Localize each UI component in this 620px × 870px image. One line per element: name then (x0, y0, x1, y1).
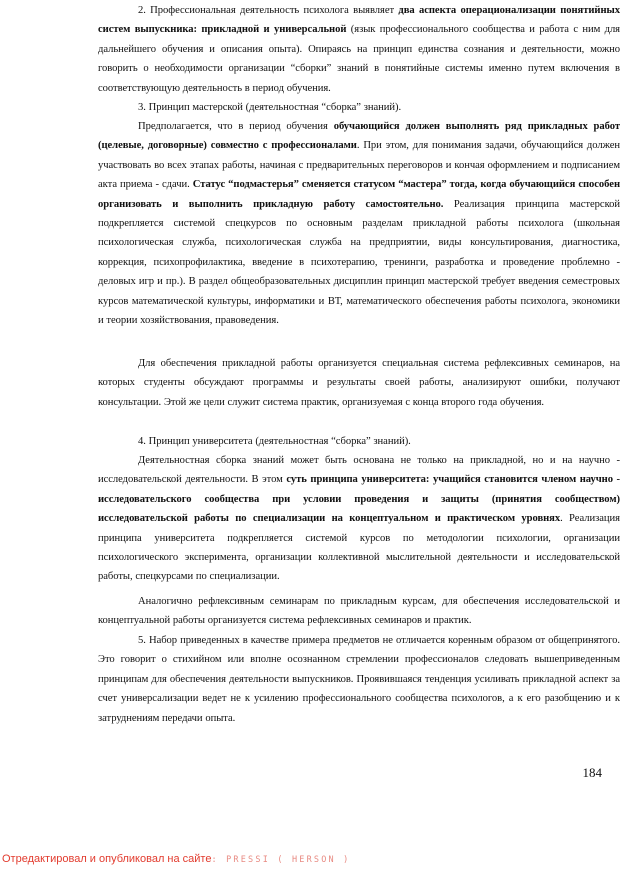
text-run: Предполагается, что в период обучения (138, 121, 334, 132)
paragraph-university-principle (98, 451, 620, 587)
paragraph-research-seminars (98, 592, 620, 631)
footer-credit-text: Отредактировал и опубликовал на сайте (2, 853, 212, 865)
text-run: 4. Принцип университета (деятельностная “сборка” знаний). (138, 436, 411, 447)
paragraph-workshop-principle (98, 117, 620, 330)
footer-site-link[interactable]: : PRESSI ( HERSON ) (211, 855, 351, 865)
paragraph-university-principle-heading (98, 432, 411, 451)
paragraph-operationalization (98, 1, 620, 98)
text-run: Аналогично рефлексивным семинарам по прикладным курсам, для обеспечения исследовательской и концептуальной работы организуется система рефлексивных семинаров и практик. (98, 596, 620, 627)
paragraph-conclusion (98, 631, 620, 728)
text-run: . Реализация принципа университета подкрепляется системой курсов по методологии психологии, организации психологического эксперимента, организации коллективной мыслительной деятельности и исследовательской работы, спецкурсами по специализации. (98, 513, 620, 583)
text-run: . При этом, для понимания задачи, обучающийся должен участвовать во всех этапах работы, начиная с предварительных переговоров и кончая оформлением и подписанием акта приема - сдачи. (98, 140, 620, 191)
emphasis-run: Статус “подмастерья” сменяется статусом “мастера” тогда, когда обучающийся способен организовать и выполнить прикладную работу самостоятельно. (98, 179, 620, 210)
text-run: 2. Профессиональная деятельность психолога выявляет (138, 5, 399, 16)
page-number: 184 (582, 765, 602, 780)
text-run: 5. Набор приведенных в качестве примера предметов не отличается коренным образом от общепринятого. Это говорит о стихийном или вполне осознанном стремлении профессионалов следовать вышеприведенным принципам для обеспечения деятельности выпускников. Проявившаяся тенденция усиливать прикладной аспект за счет универсализации ведет не к усилению профессионального сообщества психологов, а к его разобщению и к затруднениям передачи опыта. (98, 635, 620, 724)
text-run: Деятельностная сборка знаний может быть основана не только на прикладной, но и на научно - исследовательской деятельности. В этом (98, 455, 620, 486)
text-run: 3. Принцип мастерской (деятельностная “сборка” знаний). (138, 102, 402, 113)
text-run: (язык профессионального сообщества и работа с ним для дальнейшего обучения и описания опыта). Опираясь на принцип единства сознания и деятельности, можно говорить о необходимости организации “сборки” знаний в понятийные системы именно путем включения в соответствующую деятельность в период обучения. (98, 24, 620, 94)
emphasis-run: суть принципа университета: учащийся становится членом научно - исследовательского сообщества при условии проведения и защиты (принятия сообществом) исследовательской работы по специализации на концептуальном и практическом уровнях (98, 474, 620, 525)
text-run: Реализация принципа мастерской подкрепляется системой спецкурсов по основным разделам прикладной работы психолога (школьная психологическая служба, психологическая служба на предприятии, виды консультирования, диагностика, коррекция, психопрофилактика, введение в психотерапию, тренинги, разработка и проведение проблемно - деловых игр и пр.). В раздел общеобразовательных дисциплин принцип мастерской требует введения семестровых курсов математической культуры, информатики и ВТ, математического обеспечения работы психолога, экономики и теории хозяйствования, правоведения. (98, 198, 620, 327)
text-run: Для обеспечения прикладной работы организуется специальная система рефлексивных семинаров, на которых студенты обсуждают программы и результаты своей работы, анализируют ошибки, получают консультации. Этой же цели служит система практик, организуемая с конца второго года обучения. (98, 358, 620, 408)
footer-credit (2, 853, 351, 865)
emphasis-run: обучающийся должен выполнять ряд прикладных работ (целевые, договорные) совместно с профессионалами (98, 121, 620, 152)
emphasis-run: два аспекта операционализации понятийных систем выпускника: прикладной и универсальной (98, 5, 620, 36)
paragraph-workshop-principle-heading (98, 98, 401, 117)
paragraph-reflexive-seminars (98, 354, 620, 412)
